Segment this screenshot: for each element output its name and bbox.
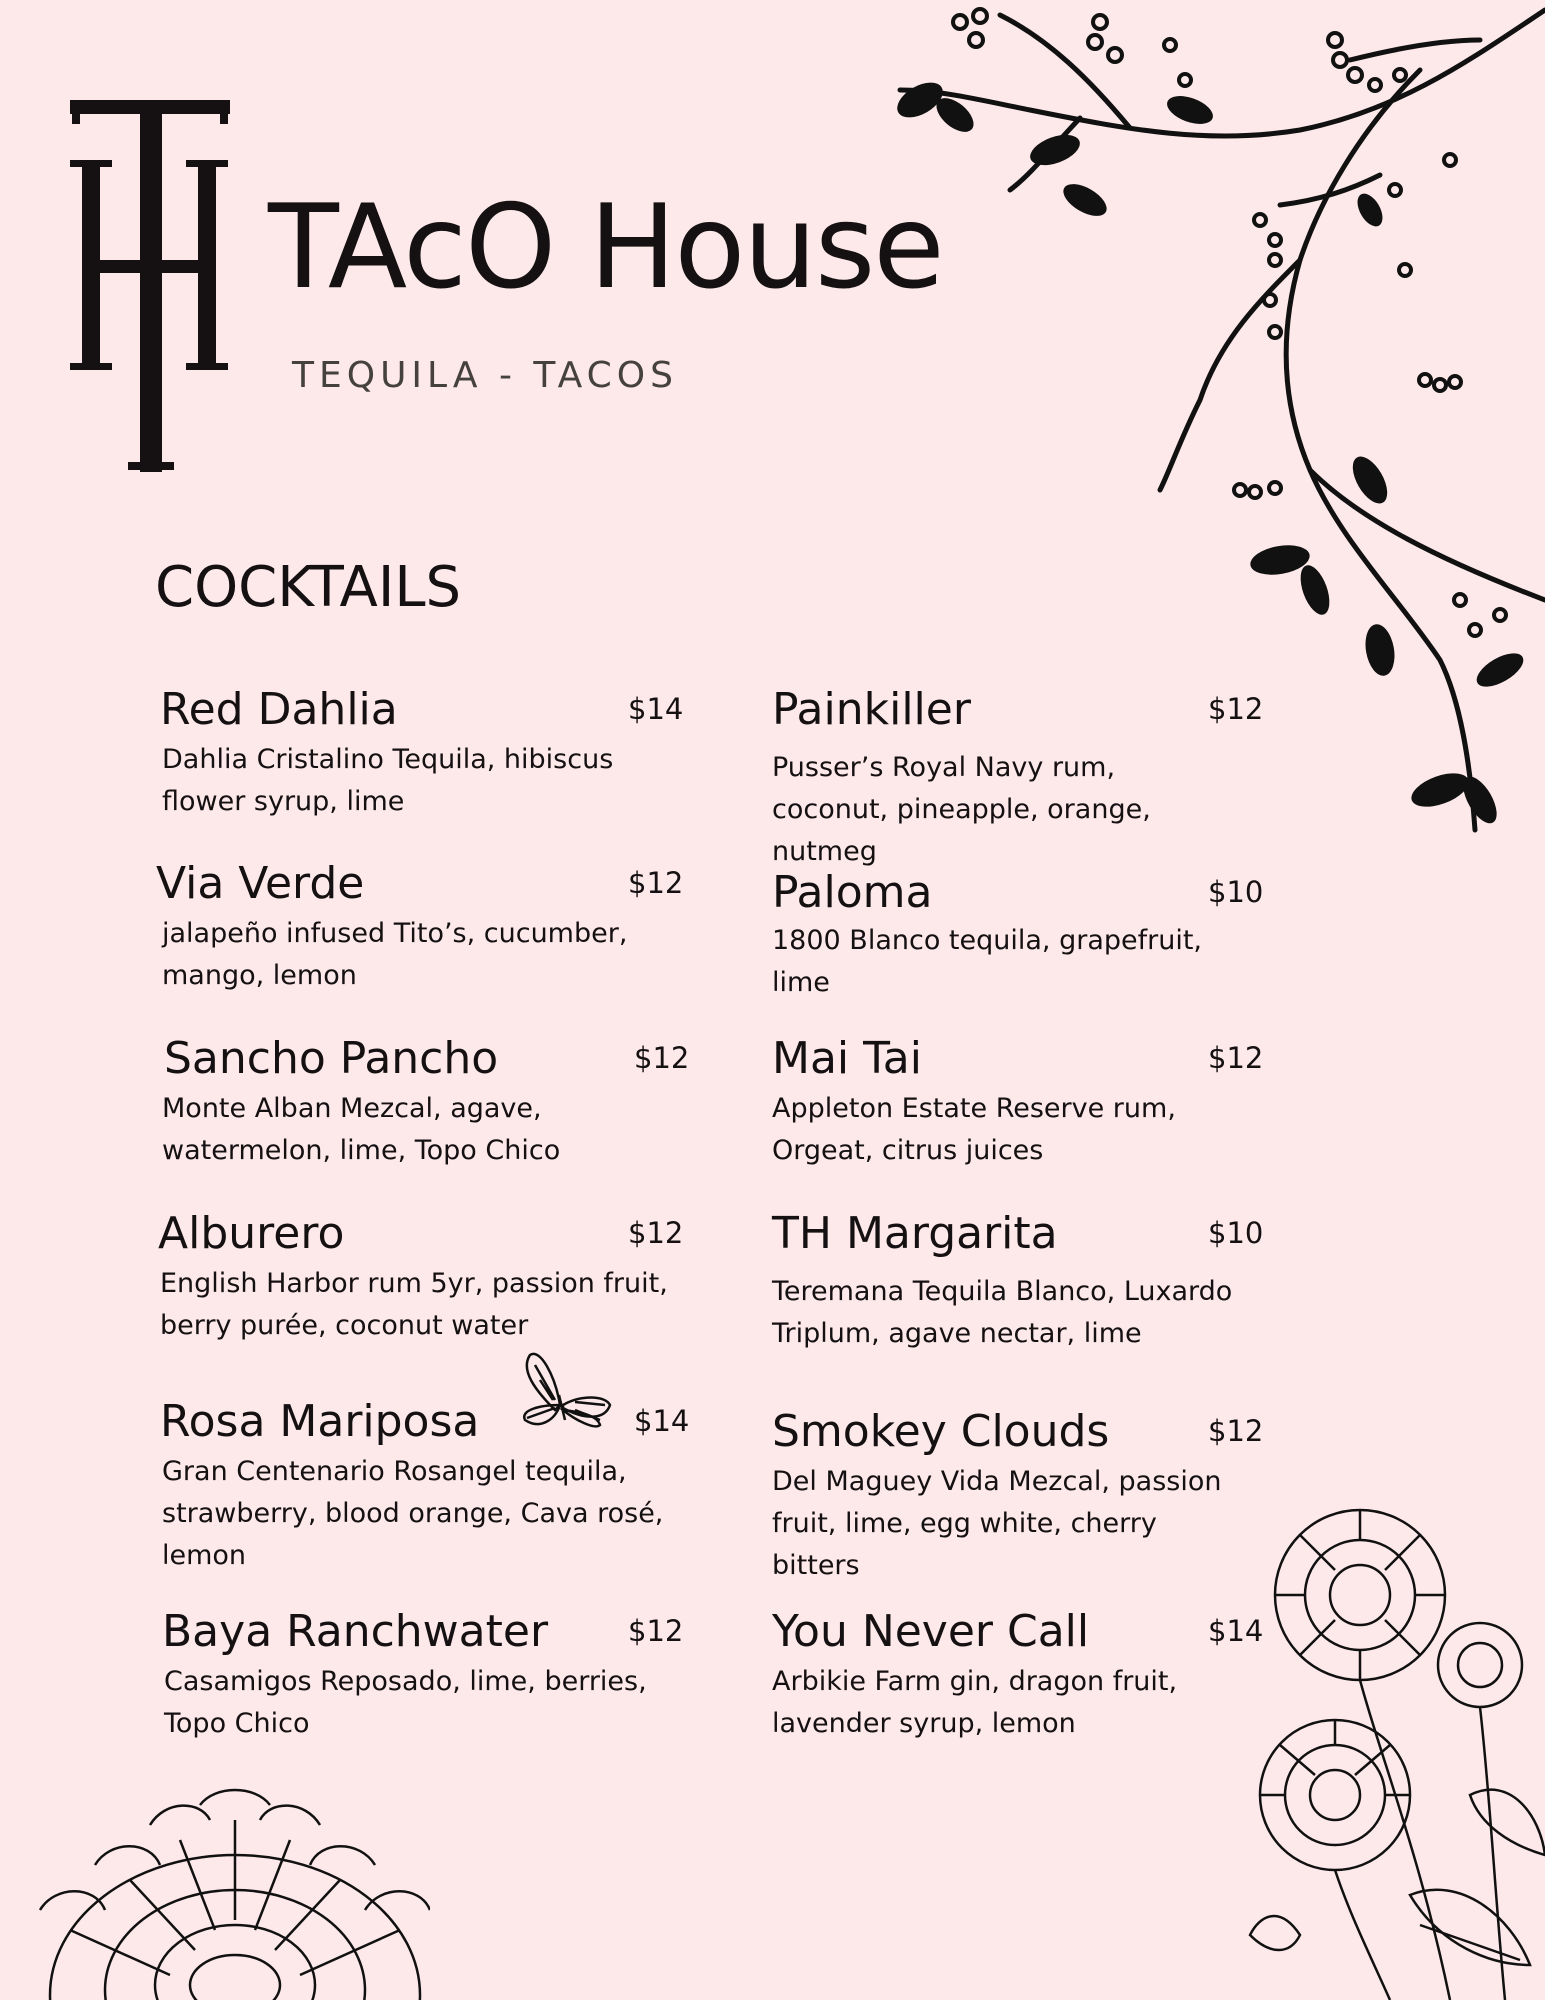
item-price: $12 bbox=[634, 1041, 690, 1075]
branch-illustration bbox=[880, 0, 1545, 840]
item-description: Appleton Estate Reserve rum, Orgeat, citrus juices bbox=[772, 1093, 1176, 1166]
butterfly-icon bbox=[515, 1350, 615, 1440]
section-title: COCKTAILS bbox=[155, 555, 462, 620]
dahlia-flower-illustration bbox=[0, 1780, 430, 2000]
item-description: Monte Alban Mezcal, agave, watermelon, lime, Topo Chico bbox=[162, 1093, 561, 1166]
item-name: Sancho Pancho bbox=[164, 1033, 499, 1084]
item-price: $14 bbox=[1208, 1614, 1264, 1648]
item-price: $12 bbox=[628, 1216, 684, 1250]
item-price: $12 bbox=[1208, 1414, 1264, 1448]
item-price: $14 bbox=[628, 692, 684, 726]
item-name: Mai Tai bbox=[772, 1033, 922, 1084]
item-price: $10 bbox=[1208, 1216, 1264, 1250]
item-price: $10 bbox=[1208, 875, 1264, 909]
item-description: Teremana Tequila Blanco, Luxardo Triplum, agave nectar, lime bbox=[772, 1276, 1233, 1349]
item-name: Via Verde bbox=[156, 858, 365, 909]
item-name: Painkiller bbox=[772, 684, 971, 735]
item-description: Arbikie Farm gin, dragon fruit, lavender syrup, lemon bbox=[772, 1666, 1178, 1739]
item-price: $12 bbox=[1208, 1041, 1264, 1075]
item-description: Dahlia Cristalino Tequila, hibiscus flower syrup, lime bbox=[162, 744, 614, 817]
monogram-logo bbox=[70, 100, 230, 475]
dahlia-flower-illustration bbox=[1240, 1495, 1545, 2000]
brand-name: TAcO House bbox=[268, 180, 943, 315]
brand-tagline: TEQUILA - TACOS bbox=[292, 355, 678, 396]
item-name: Baya Ranchwater bbox=[162, 1606, 549, 1657]
item-description: Gran Centenario Rosangel tequila, strawberry, blood orange, Cava rosé, lemon bbox=[162, 1456, 664, 1571]
item-description: Del Maguey Vida Mezcal, passion fruit, lime, egg white, cherry bitters bbox=[772, 1466, 1222, 1581]
item-name: Alburero bbox=[158, 1208, 345, 1259]
item-price: $12 bbox=[628, 866, 684, 900]
item-description: Pusser’s Royal Navy rum, coconut, pineapple, orange, nutmeg bbox=[772, 752, 1151, 867]
item-name: Smokey Clouds bbox=[772, 1406, 1110, 1457]
item-name: You Never Call bbox=[772, 1606, 1090, 1657]
item-name: Rosa Mariposa bbox=[160, 1396, 480, 1447]
item-description: Casamigos Reposado, lime, berries, Topo Chico bbox=[164, 1666, 647, 1739]
item-description: jalapeño infused Tito’s, cucumber, mango, lemon bbox=[162, 918, 628, 991]
item-price: $12 bbox=[1208, 692, 1264, 726]
item-price: $14 bbox=[634, 1404, 690, 1438]
item-description: English Harbor rum 5yr, passion fruit, berry purée, coconut water bbox=[160, 1268, 668, 1341]
item-price: $12 bbox=[628, 1614, 684, 1648]
item-name: Paloma bbox=[772, 867, 933, 918]
item-name: Red Dahlia bbox=[160, 684, 398, 735]
item-description: 1800 Blanco tequila, grapefruit, lime bbox=[772, 925, 1203, 998]
item-name: TH Margarita bbox=[772, 1208, 1058, 1259]
